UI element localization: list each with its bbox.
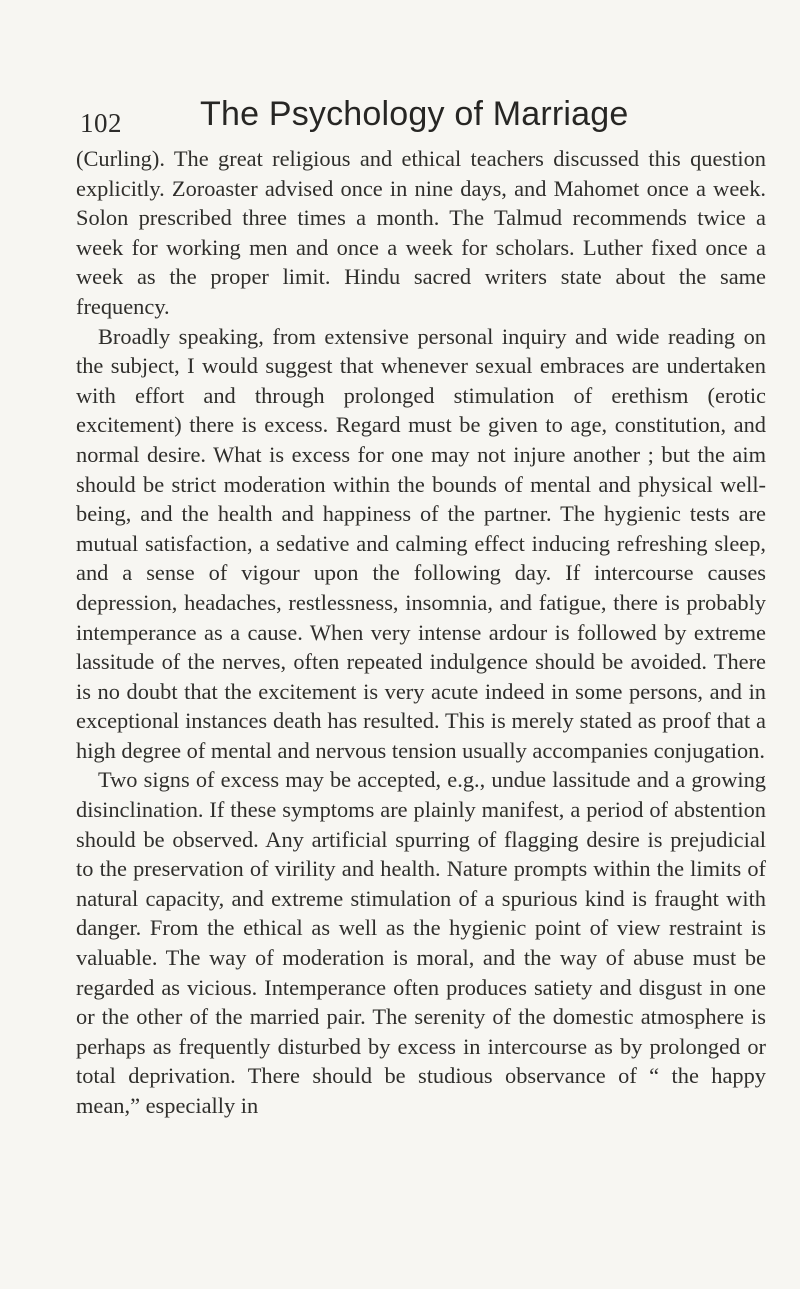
paragraph-signs-of-excess: Two signs of excess may be accepted, e.g., undue lassitude and a growing disinclination. If these symptoms are plainly manifest, a period of abstention should be observed. Any artificial spurring of flagging desire is prejudicial to the preservation of virility and health. Nature prompts within the limits of natural capacity, and extreme stimulation of a spurious kind is fraught with danger. From the ethical as well as the hygienic point of view restraint is valuable. The way of moderation is moral, and the way of abuse must be regarded as vicious. Intemperance often produces satiety and disgust in one or the other of the married pair. The serenity of the domestic atmosphere is perhaps as frequently disturbed by excess in intercourse as by prolonged or total deprivation. There should be studious observance of “ the happy mean,” especially in bbox=[76, 767, 766, 1118]
book-page bbox=[76, 78, 766, 1121]
page-number: 102 bbox=[80, 108, 122, 138]
paragraph-excess-definition: Broadly speaking, from extensive personal inquiry and wide reading on the subject, I would suggest that whenever sexual embraces are undertaken with effort and through prolonged stimulation of erethism (erotic excitement) there is excess. Regard must be given to age, constitution, and normal desire. What is excess for one may not injure another ; but the aim should be strict moderation within the bounds of mental and physical well-being, and the health and happiness of the partner. The hygienic tests are mutual satisfaction, a sedative and calming effect inducing refreshing sleep, and a sense of vigour upon the following day. If intercourse causes depression, headaches, restlessness, insomnia, and fatigue, there is probably intemperance as a cause. When very intense ardour is followed by extreme lassitude of the nerves, often repeated indulgence should be avoided. There is no doubt that the excitement is very acute indeed in some persons, and in exceptional instances death has resulted. This is merely stated as proof that a high degree of mental and nervous tension usually accompanies conjugation. bbox=[76, 323, 766, 763]
paragraph-continued: (Curling). The great religious and ethical teachers discussed this question explicitly. Zoroaster advised once in nine days, and Mahomet once a week. Solon prescribed three times a month. The Talmud recommends twice a week for working men and once a week for scholars. Luther fixed once a week as the proper limit. Hindu sacred writers state about the same frequency. bbox=[76, 146, 766, 319]
body-text bbox=[76, 144, 766, 1121]
running-title: The Psychology of Marriage bbox=[200, 95, 629, 133]
page-header bbox=[76, 78, 766, 144]
